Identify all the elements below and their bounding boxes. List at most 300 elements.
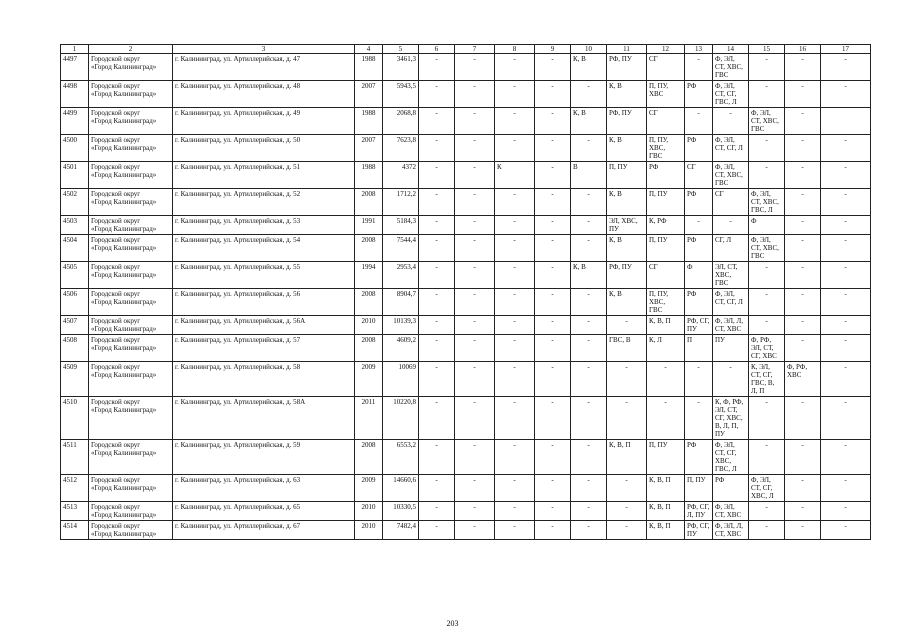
cell-17: - <box>821 235 871 262</box>
cell-17: - <box>821 475 871 502</box>
cell-14: Ф, ЭЛ, СТ, СГ, ХВС, ГВС, Л <box>713 440 749 475</box>
cell-9: - <box>535 235 571 262</box>
cell-16: - <box>785 262 821 289</box>
owner-cell: Городской округ «Город Калининград» <box>89 262 173 289</box>
page-number: 203 <box>446 619 459 628</box>
cell-7: - <box>455 335 495 362</box>
area-cell: 4372 <box>383 162 419 189</box>
record-number: 4514 <box>61 521 89 540</box>
cell-11: РФ, ПУ <box>607 54 647 81</box>
cell-13: - <box>685 397 713 440</box>
cell-12: СГ <box>647 262 685 289</box>
cell-16: - <box>785 397 821 440</box>
cell-14: ЭЛ, СТ, ХВС, ГВС <box>713 262 749 289</box>
cell-11: - <box>607 521 647 540</box>
year-cell: 1988 <box>355 54 383 81</box>
cell-6: - <box>419 262 455 289</box>
cell-16: - <box>785 335 821 362</box>
cell-6: - <box>419 162 455 189</box>
column-number-12: 12 <box>647 45 685 54</box>
table-row <box>61 475 871 502</box>
address-cell: г. Калининград, ул. Артиллерийская, д. 58 <box>173 362 355 397</box>
cell-13: РФ, СГ, ПУ <box>685 316 713 335</box>
cell-6: - <box>419 289 455 316</box>
column-number-17: 17 <box>821 45 871 54</box>
cell-12: - <box>647 397 685 440</box>
cell-15: - <box>749 397 785 440</box>
cell-14: Ф, ЭЛ, СТ, ХВС, ГВС <box>713 162 749 189</box>
year-cell: 2008 <box>355 335 383 362</box>
owner-cell: Городской округ «Город Калининград» <box>89 235 173 262</box>
cell-14: Ф, ЭЛ, СТ, СГ, Л <box>713 135 749 162</box>
cell-17: - <box>821 335 871 362</box>
cell-15: - <box>749 162 785 189</box>
cell-16: Ф, РФ, ХВС <box>785 362 821 397</box>
cell-11: К, В <box>607 135 647 162</box>
cell-14: СГ <box>713 189 749 216</box>
cell-17: - <box>821 397 871 440</box>
area-cell: 14660,6 <box>383 475 419 502</box>
cell-7: - <box>455 216 495 235</box>
area-cell: 6553,2 <box>383 440 419 475</box>
cell-12: - <box>647 362 685 397</box>
column-number-11: 11 <box>607 45 647 54</box>
year-cell: 2010 <box>355 521 383 540</box>
cell-17: - <box>821 189 871 216</box>
cell-14: СГ, Л <box>713 235 749 262</box>
table-row <box>61 189 871 216</box>
cell-16: - <box>785 235 821 262</box>
owner-cell: Городской округ «Город Калининград» <box>89 189 173 216</box>
column-number-8: 8 <box>495 45 535 54</box>
cell-8: - <box>495 362 535 397</box>
record-number: 4511 <box>61 440 89 475</box>
cell-10: К, В <box>571 54 607 81</box>
cell-14: - <box>713 108 749 135</box>
table-row <box>61 335 871 362</box>
cell-11: К, В <box>607 81 647 108</box>
cell-12: П, ПУ <box>647 235 685 262</box>
cell-10: - <box>571 475 607 502</box>
record-number: 4507 <box>61 316 89 335</box>
year-cell: 2008 <box>355 189 383 216</box>
table-row <box>61 216 871 235</box>
cell-12: К, В, П <box>647 475 685 502</box>
area-cell: 10220,8 <box>383 397 419 440</box>
cell-12: К, В, П <box>647 316 685 335</box>
cell-10: К, В <box>571 108 607 135</box>
cell-17: - <box>821 216 871 235</box>
cell-16: - <box>785 54 821 81</box>
address-cell: г. Калининград, ул. Артиллерийская, д. 63 <box>173 475 355 502</box>
cell-11: К, В, П <box>607 440 647 475</box>
address-cell: г. Калининград, ул. Артиллерийская, д. 58А <box>173 397 355 440</box>
record-number: 4502 <box>61 189 89 216</box>
area-cell: 7623,8 <box>383 135 419 162</box>
cell-8: - <box>495 335 535 362</box>
cell-16: - <box>785 162 821 189</box>
cell-14: Ф, ЭЛ, Л, СТ, ХВС <box>713 316 749 335</box>
cell-10: К, В <box>571 262 607 289</box>
table-row <box>61 54 871 81</box>
cell-6: - <box>419 216 455 235</box>
cell-8: - <box>495 502 535 521</box>
cell-7: - <box>455 316 495 335</box>
cell-9: - <box>535 289 571 316</box>
cell-10: - <box>571 216 607 235</box>
record-number: 4508 <box>61 335 89 362</box>
cell-14: Ф, ЭЛ, СТ, ХВС <box>713 502 749 521</box>
address-cell: г. Калининград, ул. Артиллерийская, д. 51 <box>173 162 355 189</box>
cell-13: РФ <box>685 289 713 316</box>
area-cell: 1712,2 <box>383 189 419 216</box>
cell-11: К, В <box>607 235 647 262</box>
table-row <box>61 235 871 262</box>
owner-cell: Городской округ «Город Калининград» <box>89 289 173 316</box>
column-number-15: 15 <box>749 45 785 54</box>
cell-12: П, ПУ <box>647 440 685 475</box>
column-number-9: 9 <box>535 45 571 54</box>
cell-7: - <box>455 475 495 502</box>
column-number-7: 7 <box>455 45 495 54</box>
year-cell: 2010 <box>355 502 383 521</box>
cell-15: Ф, РФ, ЭЛ, СТ, СГ, ХВС <box>749 335 785 362</box>
area-cell: 10139,3 <box>383 316 419 335</box>
record-number: 4505 <box>61 262 89 289</box>
cell-13: РФ, СГ, Л, ПУ <box>685 502 713 521</box>
column-number-6: 6 <box>419 45 455 54</box>
year-cell: 2008 <box>355 289 383 316</box>
cell-15: К, ЭЛ, СТ, СГ, ГВС, В, Л, П <box>749 362 785 397</box>
cell-13: РФ <box>685 235 713 262</box>
cell-7: - <box>455 289 495 316</box>
cell-17: - <box>821 521 871 540</box>
owner-cell: Городской округ «Город Калининград» <box>89 162 173 189</box>
column-number-4: 4 <box>355 45 383 54</box>
cell-11: К, В <box>607 189 647 216</box>
year-cell: 2010 <box>355 316 383 335</box>
cell-10: - <box>571 335 607 362</box>
cell-6: - <box>419 54 455 81</box>
record-number: 4504 <box>61 235 89 262</box>
cell-10: - <box>571 189 607 216</box>
address-cell: г. Калининград, ул. Артиллерийская, д. 59 <box>173 440 355 475</box>
cell-8: - <box>495 521 535 540</box>
cell-10: - <box>571 81 607 108</box>
cell-12: К, В, П <box>647 502 685 521</box>
address-cell: г. Калининград, ул. Артиллерийская, д. 54 <box>173 235 355 262</box>
table-row <box>61 108 871 135</box>
cell-7: - <box>455 162 495 189</box>
record-number: 4510 <box>61 397 89 440</box>
year-cell: 2009 <box>355 475 383 502</box>
cell-10: В <box>571 162 607 189</box>
cell-15: - <box>749 81 785 108</box>
cell-15: - <box>749 502 785 521</box>
year-cell: 1991 <box>355 216 383 235</box>
cell-10: - <box>571 316 607 335</box>
year-cell: 1988 <box>355 162 383 189</box>
area-cell: 7482,4 <box>383 521 419 540</box>
owner-cell: Городской округ «Город Калининград» <box>89 54 173 81</box>
cell-17: - <box>821 81 871 108</box>
cell-7: - <box>455 108 495 135</box>
cell-8: - <box>495 81 535 108</box>
cell-10: - <box>571 502 607 521</box>
cell-15: - <box>749 440 785 475</box>
cell-8: - <box>495 397 535 440</box>
cell-9: - <box>535 521 571 540</box>
table-row <box>61 289 871 316</box>
column-number-5: 5 <box>383 45 419 54</box>
column-number-2: 2 <box>89 45 173 54</box>
cell-14: - <box>713 362 749 397</box>
cell-14: ПУ <box>713 335 749 362</box>
cell-13: П, ПУ <box>685 475 713 502</box>
address-cell: г. Калининград, ул. Артиллерийская, д. 53 <box>173 216 355 235</box>
cell-16: - <box>785 189 821 216</box>
cell-8: - <box>495 235 535 262</box>
cell-12: К, Л <box>647 335 685 362</box>
cell-13: РФ <box>685 135 713 162</box>
cell-15: - <box>749 289 785 316</box>
cell-8: - <box>495 54 535 81</box>
cell-9: - <box>535 135 571 162</box>
cell-6: - <box>419 81 455 108</box>
cell-17 <box>821 108 871 135</box>
cell-6: - <box>419 502 455 521</box>
cell-6: - <box>419 362 455 397</box>
cell-6: - <box>419 235 455 262</box>
cell-6: - <box>419 189 455 216</box>
area-cell: 7544,4 <box>383 235 419 262</box>
year-cell: 2008 <box>355 440 383 475</box>
column-number-row <box>61 45 871 54</box>
cell-12: П, ПУ, ХВС, ГВС <box>647 135 685 162</box>
cell-9: - <box>535 316 571 335</box>
area-cell: 10330,5 <box>383 502 419 521</box>
cell-11: - <box>607 362 647 397</box>
cell-12: К, В, П <box>647 521 685 540</box>
address-cell: г. Калининград, ул. Артиллерийская, д. 67 <box>173 521 355 540</box>
address-cell: г. Калининград, ул. Артиллерийская, д. 47 <box>173 54 355 81</box>
cell-7: - <box>455 521 495 540</box>
cell-8: - <box>495 440 535 475</box>
cell-10: - <box>571 235 607 262</box>
area-cell: 10069 <box>383 362 419 397</box>
cell-14: Ф, ЭЛ, СТ, СГ, Л <box>713 289 749 316</box>
table-row <box>61 521 871 540</box>
cell-15: - <box>749 316 785 335</box>
owner-cell: Городской округ «Город Калининград» <box>89 475 173 502</box>
address-cell: г. Калининград, ул. Артиллерийская, д. 48 <box>173 81 355 108</box>
cell-16: - <box>785 475 821 502</box>
cell-13: П <box>685 335 713 362</box>
owner-cell: Городской округ «Город Калининград» <box>89 397 173 440</box>
cell-11: ГВС, В <box>607 335 647 362</box>
cell-11: РФ, ПУ <box>607 108 647 135</box>
cell-15: - <box>749 54 785 81</box>
cell-12: П, ПУ, ХВС, ГВС <box>647 289 685 316</box>
year-cell: 2008 <box>355 235 383 262</box>
cell-16: - <box>785 521 821 540</box>
cell-7: - <box>455 235 495 262</box>
cell-17: - <box>821 135 871 162</box>
cell-11: ЭЛ, ХВС, ПУ <box>607 216 647 235</box>
area-cell: 8904,7 <box>383 289 419 316</box>
owner-cell: Городской округ «Город Калининград» <box>89 521 173 540</box>
cell-9: - <box>535 440 571 475</box>
address-cell: г. Калининград, ул. Артиллерийская, д. 56 <box>173 289 355 316</box>
cell-14: РФ <box>713 475 749 502</box>
cell-16: - <box>785 440 821 475</box>
address-cell: г. Калининград, ул. Артиллерийская, д. 57 <box>173 335 355 362</box>
cell-17: - <box>821 162 871 189</box>
owner-cell: Городской округ «Город Калининград» <box>89 216 173 235</box>
record-number: 4500 <box>61 135 89 162</box>
cell-11: - <box>607 502 647 521</box>
cell-17: - <box>821 440 871 475</box>
year-cell: 2009 <box>355 362 383 397</box>
cell-16: - <box>785 316 821 335</box>
area-cell: 5943,5 <box>383 81 419 108</box>
cell-11: - <box>607 475 647 502</box>
cell-6: - <box>419 521 455 540</box>
owner-cell: Городской округ «Город Калининград» <box>89 440 173 475</box>
address-cell: г. Калининград, ул. Артиллерийская, д. 50 <box>173 135 355 162</box>
record-number: 4513 <box>61 502 89 521</box>
owner-cell: Городской округ «Город Калининград» <box>89 135 173 162</box>
cell-8: - <box>495 262 535 289</box>
cell-13: - <box>685 54 713 81</box>
address-cell: г. Калининград, ул. Артиллерийская, д. 49 <box>173 108 355 135</box>
cell-10: - <box>571 289 607 316</box>
cell-8: - <box>495 289 535 316</box>
cell-16: - <box>785 502 821 521</box>
owner-cell: Городской округ «Город Калининград» <box>89 502 173 521</box>
cell-6: - <box>419 440 455 475</box>
table-row <box>61 397 871 440</box>
owner-cell: Городской округ «Город Калининград» <box>89 316 173 335</box>
cell-9: - <box>535 262 571 289</box>
cell-11: П, ПУ <box>607 162 647 189</box>
cell-17: - <box>821 54 871 81</box>
cell-12: К, РФ <box>647 216 685 235</box>
cell-10: - <box>571 362 607 397</box>
cell-13: РФ <box>685 189 713 216</box>
column-number-13: 13 <box>685 45 713 54</box>
cell-9: - <box>535 216 571 235</box>
cell-16: - <box>785 289 821 316</box>
cell-16: - <box>785 216 821 235</box>
cell-6: - <box>419 108 455 135</box>
cell-8: - <box>495 135 535 162</box>
column-number-14: 14 <box>713 45 749 54</box>
table-row <box>61 502 871 521</box>
column-number-3: 3 <box>173 45 355 54</box>
cell-15: Ф, ЭЛ, СТ, СГ, ХВС, Л <box>749 475 785 502</box>
cell-9: - <box>535 108 571 135</box>
cell-12: РФ <box>647 162 685 189</box>
cell-9: - <box>535 397 571 440</box>
register-table <box>60 44 871 540</box>
cell-16: - <box>785 135 821 162</box>
column-number-10: 10 <box>571 45 607 54</box>
cell-14: - <box>713 216 749 235</box>
cell-11: - <box>607 397 647 440</box>
cell-9: - <box>535 502 571 521</box>
cell-17: - <box>821 362 871 397</box>
record-number: 4503 <box>61 216 89 235</box>
cell-10: - <box>571 521 607 540</box>
cell-12: СГ <box>647 108 685 135</box>
owner-cell: Городской округ «Город Калининград» <box>89 335 173 362</box>
cell-13: СГ <box>685 162 713 189</box>
cell-10: - <box>571 135 607 162</box>
cell-6: - <box>419 316 455 335</box>
area-cell: 3461,3 <box>383 54 419 81</box>
table-row <box>61 316 871 335</box>
record-number: 4497 <box>61 54 89 81</box>
cell-13: - <box>685 108 713 135</box>
cell-16: - <box>785 81 821 108</box>
cell-12: П, ПУ <box>647 189 685 216</box>
address-cell: г. Калининград, ул. Артиллерийская, д. 52 <box>173 189 355 216</box>
cell-17: - <box>821 316 871 335</box>
record-number: 4506 <box>61 289 89 316</box>
area-cell: 4609,2 <box>383 335 419 362</box>
area-cell: 2953,4 <box>383 262 419 289</box>
owner-cell: Городской округ «Город Калининград» <box>89 362 173 397</box>
record-number: 4498 <box>61 81 89 108</box>
cell-15: Ф, ЭЛ, СТ, ХВС, ГВС <box>749 235 785 262</box>
cell-9: - <box>535 362 571 397</box>
table-row <box>61 81 871 108</box>
cell-6: - <box>419 335 455 362</box>
cell-6: - <box>419 397 455 440</box>
cell-10: - <box>571 397 607 440</box>
cell-14: Ф, ЭЛ, СТ, ХВС, ГВС <box>713 54 749 81</box>
cell-15: - <box>749 262 785 289</box>
cell-8: - <box>495 216 535 235</box>
year-cell: 2011 <box>355 397 383 440</box>
cell-15: Ф, ЭЛ, СТ, ХВС, ГВС, Л <box>749 189 785 216</box>
area-cell: 2068,8 <box>383 108 419 135</box>
cell-11: К, В <box>607 289 647 316</box>
cell-7: - <box>455 502 495 521</box>
cell-7: - <box>455 262 495 289</box>
cell-12: СГ <box>647 54 685 81</box>
cell-14: Ф, ЭЛ, Л, СТ, ХВС <box>713 521 749 540</box>
cell-13: Ф <box>685 262 713 289</box>
area-cell: 5184,3 <box>383 216 419 235</box>
cell-9: - <box>535 335 571 362</box>
cell-10: - <box>571 440 607 475</box>
cell-17: - <box>821 502 871 521</box>
cell-17: - <box>821 262 871 289</box>
cell-11: РФ, ПУ <box>607 262 647 289</box>
cell-16: - <box>785 108 821 135</box>
year-cell: 1988 <box>355 108 383 135</box>
cell-8: - <box>495 189 535 216</box>
cell-14: К, Ф, РФ, ЭЛ, СТ, СГ, ХВС, В, Л, П, ПУ <box>713 397 749 440</box>
cell-13: РФ, СГ, ПУ <box>685 521 713 540</box>
owner-cell: Городской округ «Город Калининград» <box>89 81 173 108</box>
cell-13: - <box>685 362 713 397</box>
table-row <box>61 135 871 162</box>
cell-7: - <box>455 440 495 475</box>
cell-15: - <box>749 521 785 540</box>
